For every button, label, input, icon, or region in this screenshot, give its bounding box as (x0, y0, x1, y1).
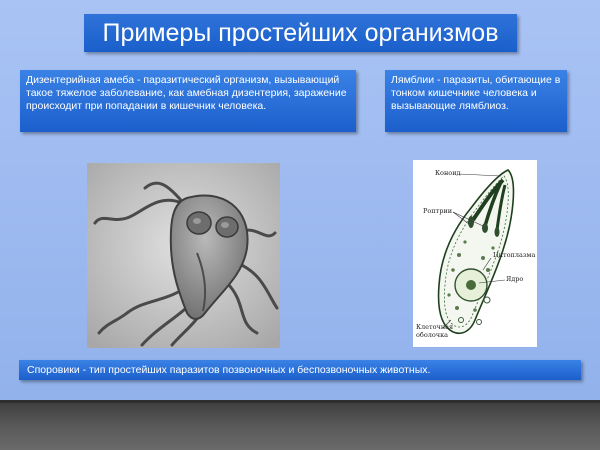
sporozoa-description-box (19, 360, 581, 380)
diagram-label-roptrii: Роптрии (423, 207, 453, 215)
diagram-label-membrane-1: Клеточная (416, 323, 454, 331)
giardia-description-box (385, 70, 567, 132)
amoeba-description-box (20, 70, 356, 132)
title-box (84, 14, 517, 52)
amoeba-description-text: Дизентерийная амеба - паразитический организм, вызывающий такое тяжелое заболевание, как амебная дизентерия, заражение происходит при попадании в кишечник человека. (26, 74, 347, 112)
floor-background (0, 400, 600, 450)
giardia-description-text: Лямблии - паразиты, обитающие в тонком кишечнике человека и вызывающие лямблиоз. (391, 74, 561, 112)
diagram-label-cytoplasm: Цитоплазма (493, 251, 536, 259)
giardia-photo (87, 163, 280, 348)
diagram-label-nucleus: Ядро (506, 275, 524, 283)
floor-divider (0, 400, 600, 403)
diagram-label-membrane-2: оболочка (416, 331, 449, 339)
sporozoa-description-text: Споровики - тип простейших паразитов позвоночных и беспозвоночных животных. (27, 364, 431, 376)
giardia-photo-illustration (87, 163, 280, 348)
sporozoan-diagram (413, 160, 537, 347)
slide-title: Примеры простейших организмов (102, 19, 499, 47)
diagram-label-konoid: Коноид (435, 169, 461, 177)
